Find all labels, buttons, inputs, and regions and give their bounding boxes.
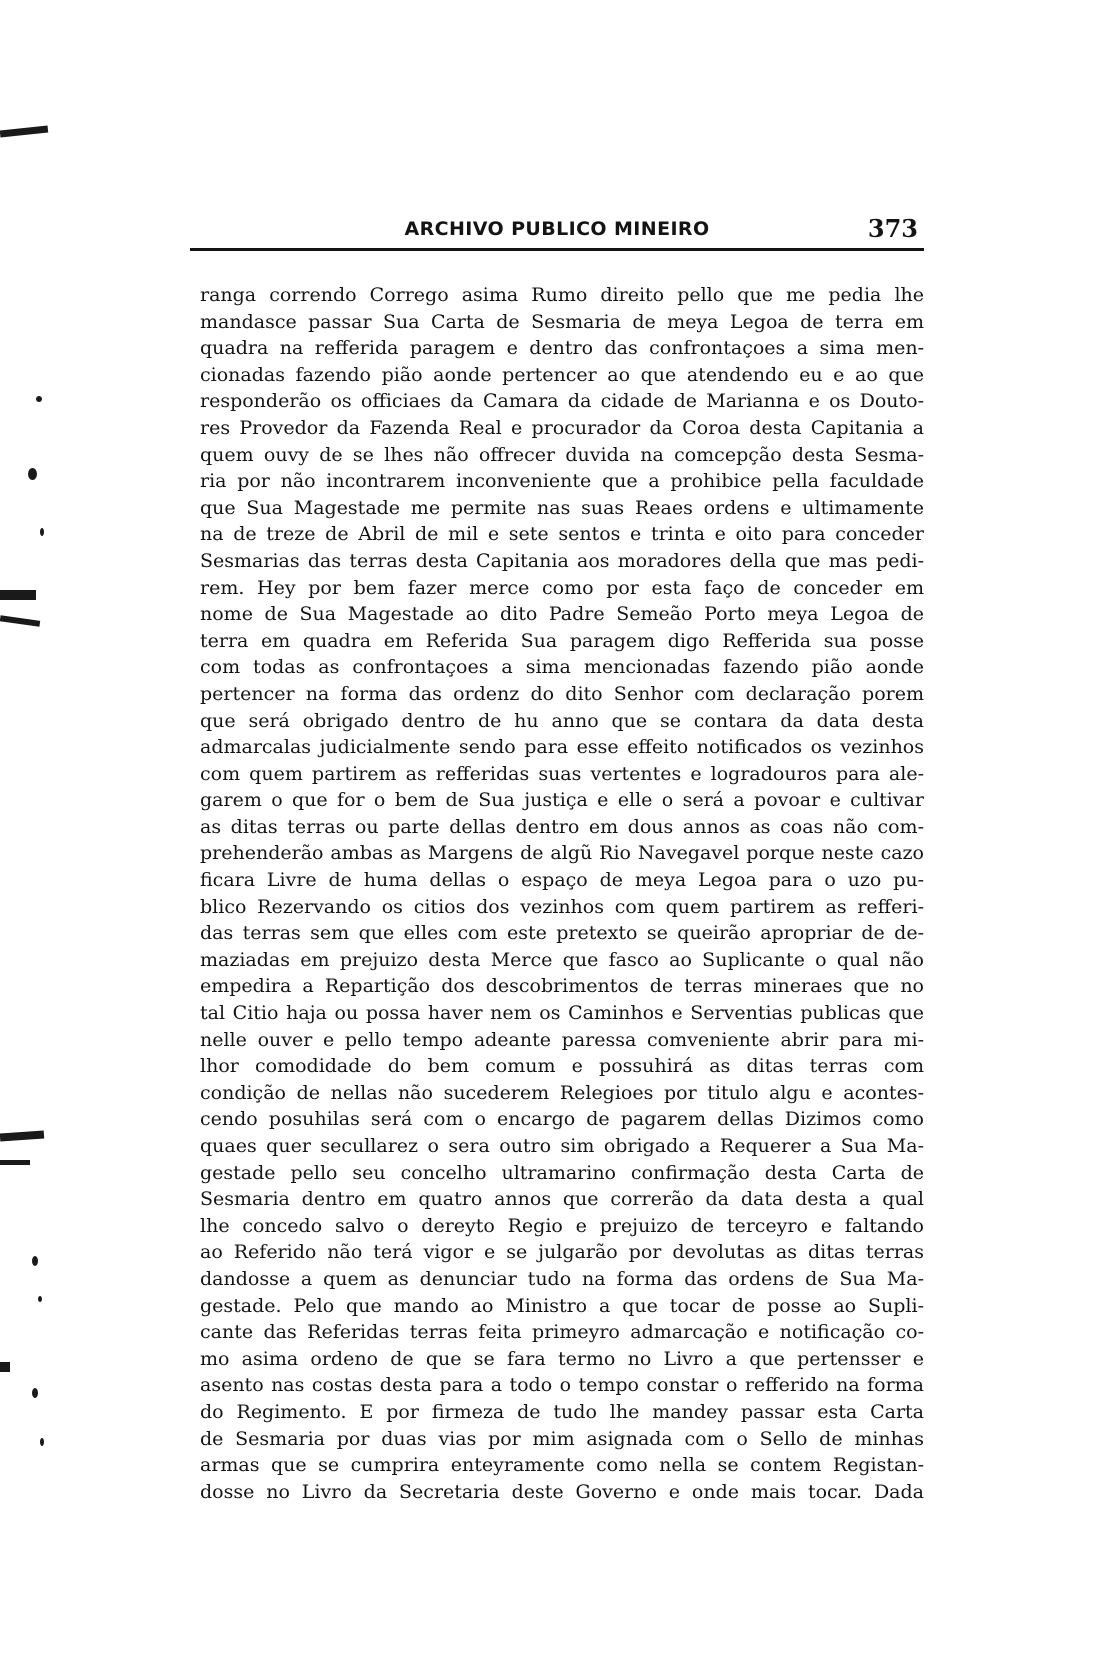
speck-mark (36, 396, 42, 402)
speck-mark (28, 468, 37, 480)
text-line: nome de Sua Magestade ao dito Padre Semeão Porto meya Legoa de (200, 603, 924, 626)
binding-mark (0, 1160, 30, 1165)
text-line: dandosse a quem as denunciar tudo na forma das ordens de Sua Ma- (200, 1267, 924, 1290)
text-line: maziadas em prejuizo desta Merce que fasco ao Suplicante o qual não (200, 948, 924, 971)
text-line: blico Rezervando os citios dos vezinhos com quem partirem as refferi- (200, 895, 924, 918)
text-line: lhe concedo salvo o dereyto Regio e prejuizo de terceyro e faltando (200, 1214, 924, 1237)
binding-mark (0, 590, 36, 600)
text-line: responderão os officiaes da Camara da cidade de Marianna e os Douto- (200, 390, 924, 413)
running-header (190, 214, 924, 254)
text-line: garem o que for o bem de Sua justiça e elle o será a povoar e cultivar (200, 789, 924, 812)
text-line: cendo posuhilas será com o encargo de pagarem dellas Dizimos como (200, 1108, 924, 1131)
text-line: das terras sem que elles com este pretexto se queirão apropriar de de- (200, 922, 924, 945)
text-line: armas que se cumprira enteyramente como nella se contem Registan- (200, 1454, 924, 1477)
text-line: que será obrigado dentro de hu anno que se contara da data desta (200, 709, 924, 732)
page-number: 373 (867, 214, 918, 243)
text-line: com quem partirem as refferidas suas vertentes e logradouros para ale- (200, 762, 924, 785)
text-line: do Regimento. E por firmeza de tudo lhe mandey passar esta Carta (200, 1400, 924, 1423)
text-line: ria por não incontrarem inconveniente que a prohibice pella faculdade (200, 470, 924, 493)
binding-mark (0, 1130, 44, 1141)
text-line: na de treze de Abril de mil e sete sentos e trinta e oito para conceder (200, 523, 924, 546)
text-line: gestade pello seu concelho ultramarino confirmação desta Carta de (200, 1161, 924, 1184)
text-line: cionadas fazendo pião aonde pertencer ao que atendendo eu e ao que (200, 363, 924, 386)
text-line: ficara Livre de huma dellas o espaço de meya Legoa para o uzo pu- (200, 869, 924, 892)
text-line: rem. Hey por bem fazer merce como por esta faço de conceder em (200, 576, 924, 599)
text-line: prehenderão ambas as Margens de algũ Rio Navegavel porque neste cazo (200, 842, 924, 865)
text-line: que Sua Magestade me permite nas suas Reaes ordens e ultimamente (200, 496, 924, 519)
text-line: admarcalas judicialmente sendo para esse effeito notificados os vezinhos (200, 736, 924, 759)
text-line: as ditas terras ou parte dellas dentro em dous annos as coas não com- (200, 815, 924, 838)
text-line: dosse no Livro da Secretaria deste Governo e onde mais tocar. Dada (200, 1480, 924, 1503)
text-line: quadra na refferida paragem e dentro das confrontaçoes a sima men- (200, 337, 924, 360)
text-line: res Provedor da Fazenda Real e procurador da Coroa desta Capitania a (200, 416, 924, 439)
binding-mark (0, 615, 40, 627)
text-line: Sesmaria dentro em quatro annos que correrão da data desta a qual (200, 1188, 924, 1211)
header-rule (190, 248, 924, 251)
text-line: mo asima ordeno de que se fara termo no Livro a que pertensser e (200, 1347, 924, 1370)
speck-mark (40, 1438, 44, 1446)
text-line: asento nas costas desta para a todo o tempo constar o refferido na forma (200, 1374, 924, 1397)
text-line: terra em quadra em Referida Sua paragem digo Refferida sua posse (200, 629, 924, 652)
text-line: de Sesmaria por duas vias por mim asignada com o Sello de minhas (200, 1427, 924, 1450)
text-line: Sesmarias das terras desta Capitania aos moradores della que mas pedi- (200, 549, 924, 572)
text-line: com todas as confrontaçoes a sima mencionadas fazendo pião aonde (200, 656, 924, 679)
running-header-title: ARCHIVO PUBLICO MINEIRO (404, 218, 710, 240)
text-line: quaes quer secullarez o sera outro sim obrigado a Requerer a Sua Ma- (200, 1135, 924, 1157)
text-line: quem ouvy de se lhes não offrecer duvida na comcepção desta Sesma- (200, 443, 924, 466)
text-line: ranga correndo Corrego asima Rumo direito pello que me pedia lhe (200, 284, 924, 306)
speck-mark (32, 1388, 38, 1398)
text-line: empedira a Repartição dos descobrimentos de terras mineraes que no (200, 975, 924, 998)
speck-mark (38, 1296, 42, 1302)
speck-mark (40, 528, 44, 536)
text-line: cante das Referidas terras feita primeyro admarcação e notificação co- (200, 1321, 924, 1344)
text-line: tal Citio haja ou possa haver nem os Caminhos e Serventias publicas que (200, 1002, 924, 1025)
text-line: condição de nellas não sucederem Relegioes por titulo algu e acontes- (200, 1081, 924, 1104)
speck-mark (32, 1256, 38, 1266)
text-line: pertencer na forma das ordenz do dito Senhor com declaração porem (200, 682, 924, 705)
binding-mark (0, 1362, 10, 1372)
body-text (200, 282, 924, 1505)
text-line: nelle ouver e pello tempo adeante paressa comveniente abrir para mi- (200, 1028, 924, 1051)
text-line: mandasce passar Sua Carta de Sesmaria de meya Legoa de terra em (200, 310, 924, 333)
binding-mark (0, 126, 48, 138)
text-line: ao Referido não terá vigor e se julgarão por devolutas as ditas terras (200, 1241, 924, 1264)
text-line: gestade. Pelo que mando ao Ministro a que tocar de posse ao Supli- (200, 1294, 924, 1317)
text-line: lhor comodidade do bem comum e possuhirá as ditas terras com (200, 1055, 924, 1078)
